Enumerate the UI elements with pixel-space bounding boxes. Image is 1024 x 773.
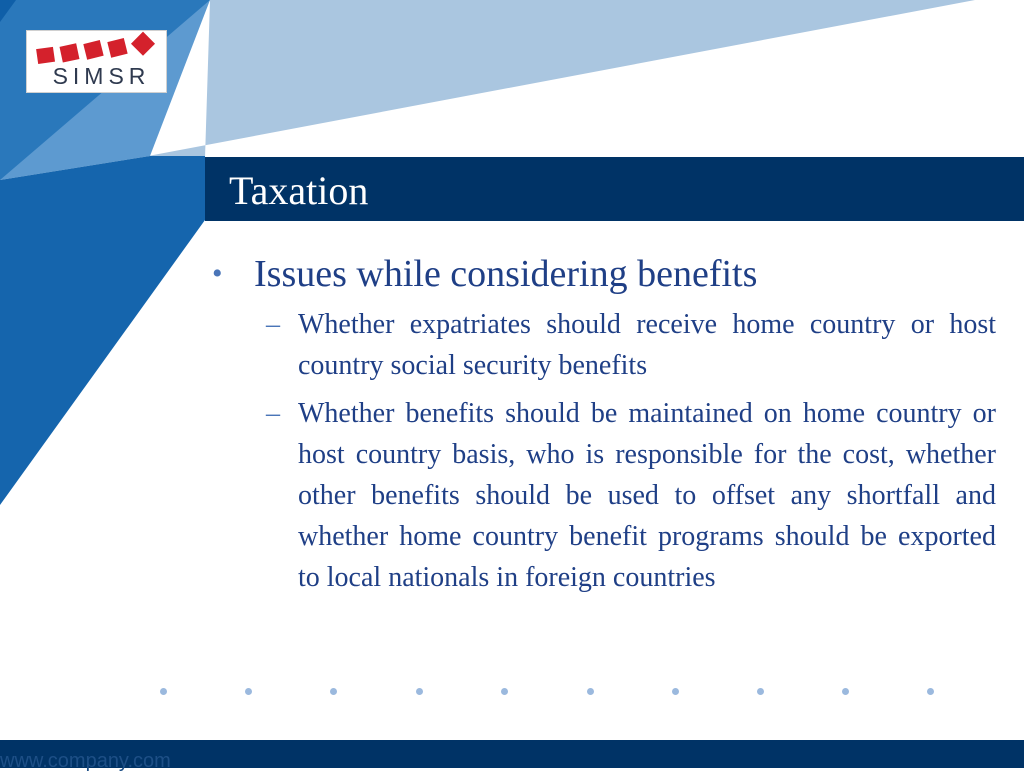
decorative-dot — [330, 688, 337, 695]
dot-row — [0, 684, 1024, 700]
slide-title: Taxation — [229, 168, 369, 213]
subbullet-text: Whether benefits should be maintained on home country or host country basis, who is responsible for the cost, whether other benefits should be used to offset any shortfall and whether home country benefit programs should be exported to local nationals in foreign countries — [298, 398, 996, 593]
light-blue-band — [148, 0, 975, 158]
decorative-dot — [927, 688, 934, 695]
decorative-dot — [245, 688, 252, 695]
decorative-dot — [842, 688, 849, 695]
bullet-text: Issues while considering benefits — [254, 253, 758, 295]
decorative-dot — [672, 688, 679, 695]
bullet-mark: • — [212, 257, 223, 290]
decorative-dot — [587, 688, 594, 695]
simsr-logo — [26, 30, 167, 93]
subbullet-2 — [266, 393, 996, 598]
footer-bar — [0, 740, 1024, 772]
decorative-dot — [160, 688, 167, 695]
footer-url: www.company.com — [0, 750, 171, 772]
decorative-dot — [757, 688, 764, 695]
bullet-level1 — [210, 250, 996, 298]
slide-content — [210, 250, 996, 605]
subbullet-text: Whether expatriates should receive home country or host country social security benefits — [298, 309, 996, 381]
title-bar — [205, 157, 1024, 221]
dash-mark: – — [266, 309, 280, 340]
dark-blue-diagonal — [0, 156, 205, 505]
decorative-dot — [416, 688, 423, 695]
dash-mark: – — [266, 398, 280, 429]
subbullet-1 — [266, 304, 996, 386]
decorative-dot — [501, 688, 508, 695]
logo-text: SIMSR — [52, 63, 151, 89]
